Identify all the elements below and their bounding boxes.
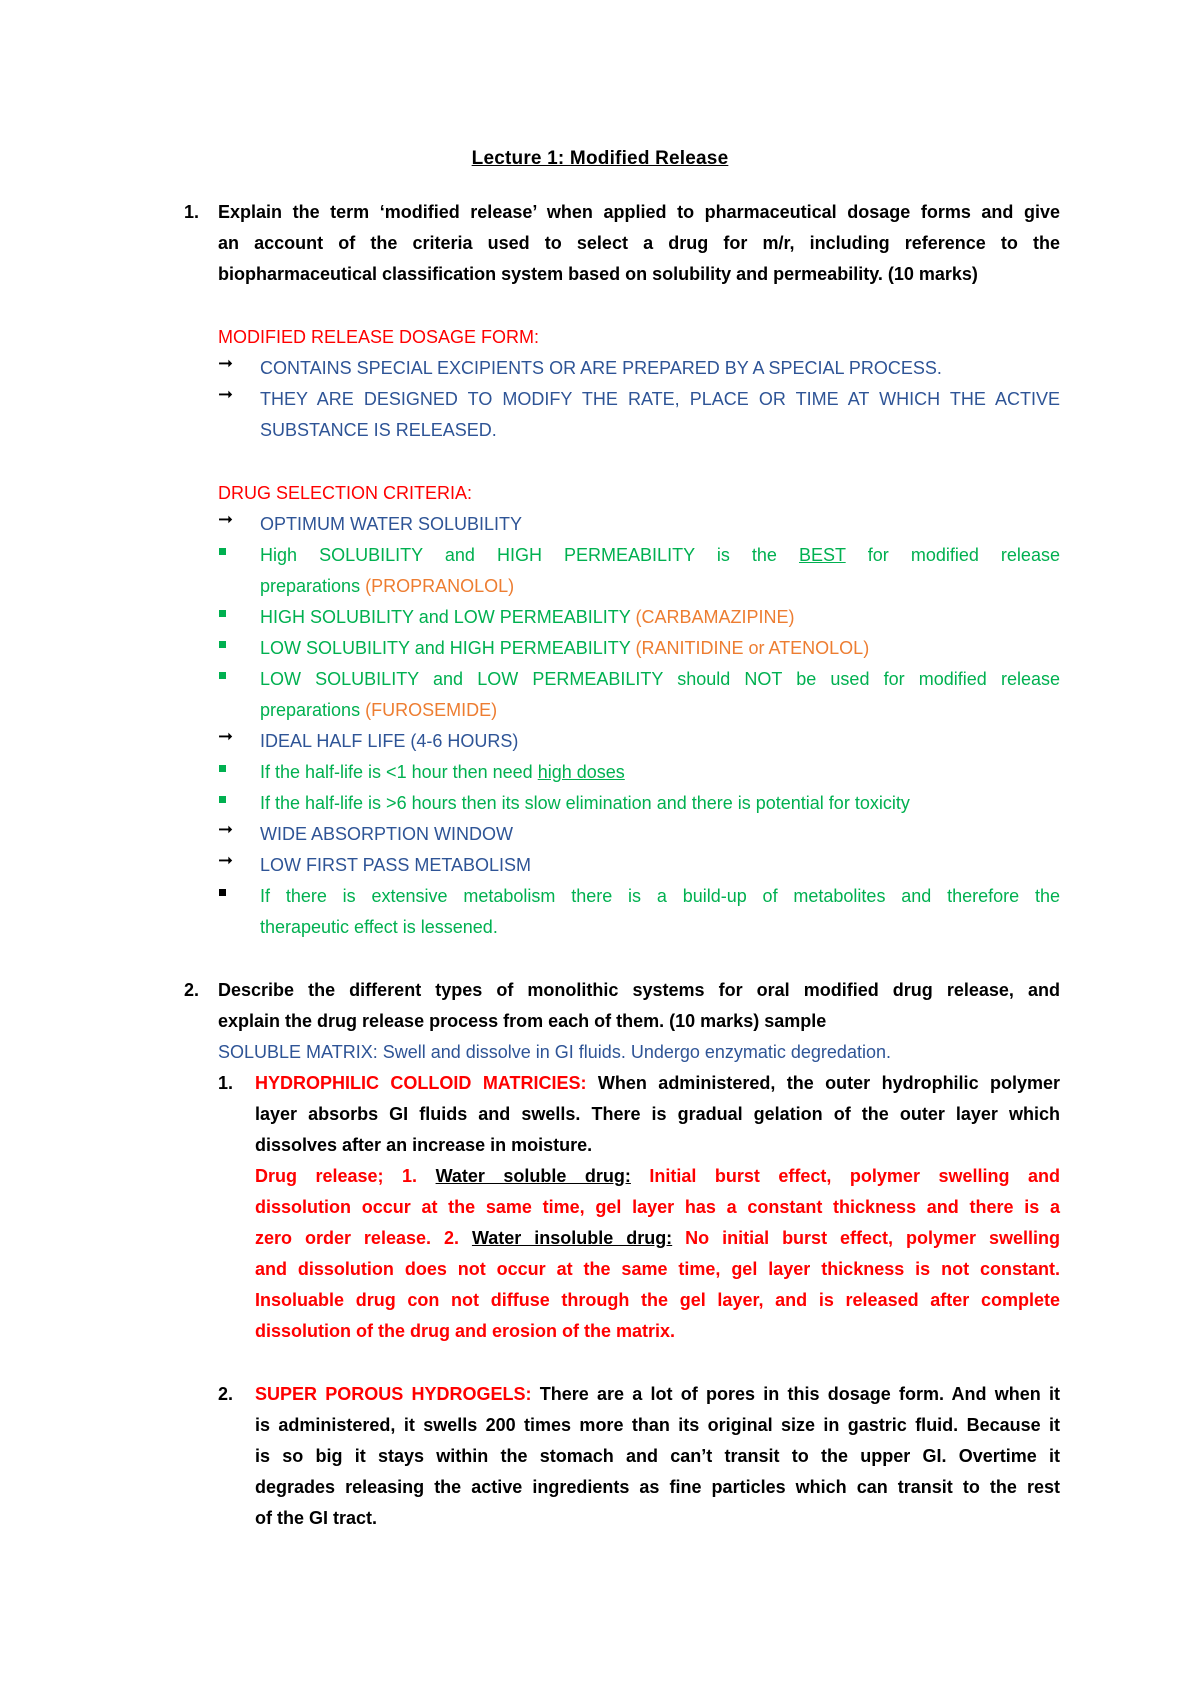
drug-example: (FUROSEMIDE): [365, 700, 498, 720]
water-soluble-drug-label: Water soluble drug:: [435, 1166, 631, 1186]
page-title: Lecture 1: Modified Release: [471, 148, 729, 169]
bullet-text: preparations: [260, 700, 361, 720]
release-text: zero order release. 2.: [255, 1228, 459, 1248]
release-text: No initial burst effect, polymer swelling: [685, 1228, 1060, 1248]
mr-dosage-form-heading: MODIFIED RELEASE DOSAGE FORM:: [218, 327, 540, 347]
bullet-ls-lp-line-2: [260, 695, 497, 726]
item-2-line-2: is administered, it swells 200 times more than its original size in gastric fluid. Because it: [255, 1415, 1060, 1435]
arrow-icon: ➞: [218, 384, 234, 404]
bullet-square-icon: [219, 641, 226, 648]
item-1-text: When administered, the outer hydrophilic polymer: [597, 1073, 1061, 1093]
drug-selection-heading: DRUG SELECTION CRITERIA:: [218, 483, 473, 503]
question-1-line-2: an account of the criteria used to select a drug for m/r, including reference to the: [218, 233, 1060, 253]
best-emphasis: BEST: [798, 545, 846, 565]
bullet-half-life-high: If the half-life is >6 hours then its slow elimination and there is potential for toxicity: [260, 793, 910, 813]
soluble-matrix-line: SOLUBLE MATRIX: Swell and dissolve in GI fluids. Undergo enzymatic degredation.: [218, 1042, 891, 1062]
mr-item-1: CONTAINS SPECIAL EXCIPIENTS OR ARE PREPARED BY A SPECIAL PROCESS.: [260, 358, 942, 378]
drug-release-line-4: and dissolution does not occur at the same time, gel layer thickness is not constant.: [255, 1259, 1060, 1279]
release-text: Drug release; 1.: [255, 1166, 418, 1186]
arrow-icon: ➞: [218, 726, 234, 746]
bullet-text: High SOLUBILITY and HIGH PERMEABILITY is the: [260, 545, 777, 565]
item-1-line-1: [255, 1068, 1060, 1099]
item-1-line-3: dissolves after an increase in moisture.: [255, 1135, 593, 1155]
bullet-half-life-low: [260, 757, 625, 788]
drug-release-line-2: dissolution occur at the same time, gel layer has a constant thickness and there is a: [255, 1197, 1060, 1217]
bullet-hs-lp: [260, 602, 795, 633]
water-insoluble-drug-label: Water insoluble drug:: [471, 1228, 673, 1248]
item-2-line-1: [255, 1379, 1060, 1410]
question-1-line-3: biopharmaceutical classification system based on solubility and permeability. (10 marks): [218, 264, 978, 284]
question-1-line-1: Explain the term ‘modified release’ when applied to pharmaceutical dosage forms and give: [218, 202, 1060, 222]
drug-example: (CARBAMAZIPINE): [635, 607, 795, 627]
question-2-line-2: explain the drug release process from each of them. (10 marks) sample: [218, 1011, 827, 1031]
item-2-line-5: of the GI tract.: [255, 1508, 378, 1528]
bullet-text: preparations: [260, 576, 361, 596]
bullet-metabolism-line-2: therapeutic effect is lessened.: [260, 917, 498, 937]
item-2-number: 2.: [218, 1384, 234, 1404]
question-1-number: 1.: [184, 202, 200, 222]
bullet-square-icon: [219, 672, 226, 679]
bullet-square-icon: [219, 796, 226, 803]
bullet-text: LOW SOLUBILITY and HIGH PERMEABILITY: [260, 638, 631, 658]
item-2-heading: SUPER POROUS HYDROGELS:: [255, 1384, 532, 1404]
criteria-half-life: IDEAL HALF LIFE (4-6 HOURS): [260, 731, 519, 751]
bullet-ls-hp: [260, 633, 869, 664]
drug-release-line-3: [255, 1223, 1060, 1254]
drug-release-line-1: [255, 1161, 1060, 1192]
bullet-text: for modified release: [867, 545, 1060, 565]
arrow-icon: ➞: [218, 509, 234, 529]
item-1-number: 1.: [218, 1073, 234, 1093]
question-2-number: 2.: [184, 980, 200, 1000]
bullet-hs-hp-line-1: [260, 540, 1060, 571]
mr-item-2: THEY ARE DESIGNED TO MODIFY THE RATE, PLACE OR TIME AT WHICH THE ACTIVE: [260, 389, 1060, 409]
item-1-heading: HYDROPHILIC COLLOID MATRICIES:: [255, 1073, 587, 1093]
high-doses-emphasis: high doses: [537, 762, 625, 782]
arrow-icon: ➞: [218, 819, 234, 839]
item-1-line-2: layer absorbs GI fluids and swells. There is gradual gelation of the outer layer which: [255, 1104, 1060, 1124]
bullet-hs-hp-line-2: [260, 571, 514, 602]
drug-example: (PROPRANOLOL): [365, 576, 515, 596]
bullet-square-icon: [219, 610, 226, 617]
mr-item-2-cont: SUBSTANCE IS RELEASED.: [260, 420, 497, 440]
question-2-line-1: Describe the different types of monolithic systems for oral modified drug release, and: [218, 980, 1060, 1000]
drug-release-line-5: Insoluable drug con not diffuse through the gel layer, and is released after complete: [255, 1290, 1060, 1310]
bullet-metabolism-line-1: If there is extensive metabolism there is a build-up of metabolites and therefore the: [260, 886, 1060, 906]
item-2-text: There are a lot of pores in this dosage form. And when it: [539, 1384, 1060, 1404]
bullet-square-icon: [219, 765, 226, 772]
bullet-text: If the half-life is <1 hour then need: [260, 762, 533, 782]
drug-release-line-6: dissolution of the drug and erosion of the matrix.: [255, 1321, 676, 1341]
arrow-icon: ➞: [218, 850, 234, 870]
criteria-water-solubility: OPTIMUM WATER SOLUBILITY: [260, 514, 523, 534]
criteria-absorption-window: WIDE ABSORPTION WINDOW: [260, 824, 514, 844]
bullet-text: HIGH SOLUBILITY and LOW PERMEABILITY: [260, 607, 631, 627]
arrow-icon: ➞: [218, 353, 234, 373]
bullet-square-icon: [219, 548, 226, 555]
release-text: Initial burst effect, polymer swelling and: [649, 1166, 1060, 1186]
criteria-first-pass: LOW FIRST PASS METABOLISM: [260, 855, 532, 875]
bullet-ls-lp-line-1: LOW SOLUBILITY and LOW PERMEABILITY should NOT be used for modified release: [260, 669, 1060, 689]
item-2-line-4: degrades releasing the active ingredients as fine particles which can transit to the rest: [255, 1477, 1060, 1497]
drug-example: (RANITIDINE or ATENOLOL): [635, 638, 870, 658]
item-2-line-3: is so big it stays within the stomach and can’t transit to the upper GI. Overtime it: [255, 1446, 1060, 1466]
bullet-square-icon: [219, 889, 226, 896]
